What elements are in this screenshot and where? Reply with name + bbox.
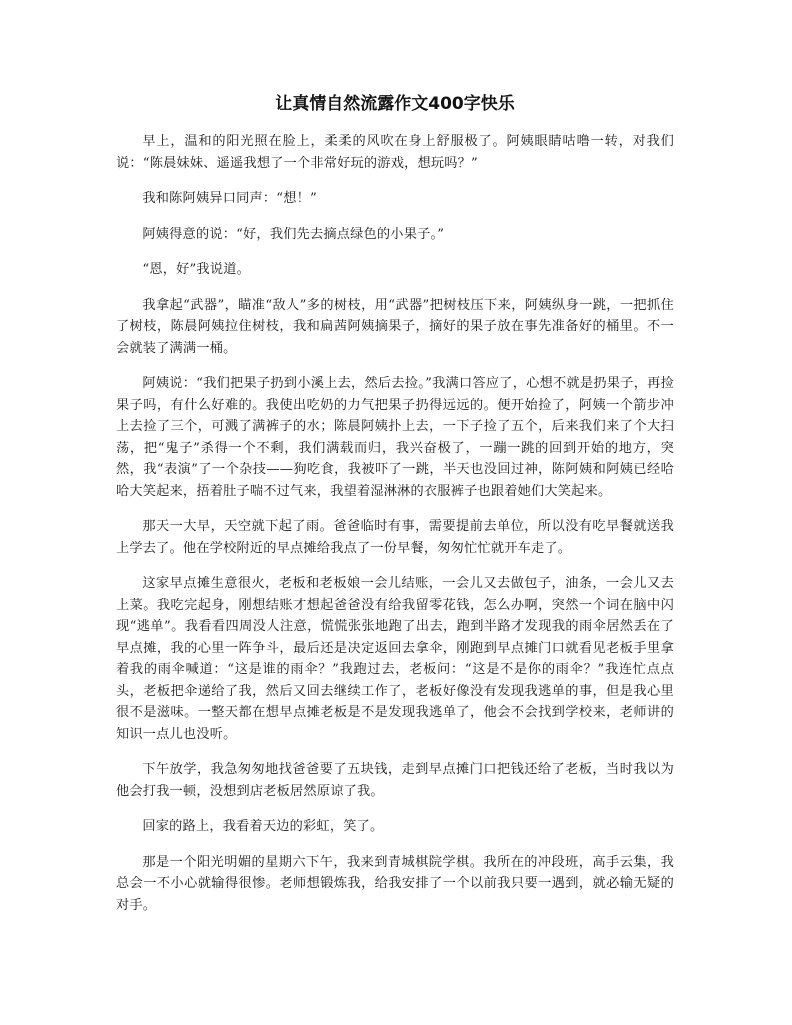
document-title: 让真情自然流露作文400字快乐 (275, 94, 515, 114)
paragraph-10: 回家的路上，我看着天边的彩虹，笑了。 (142, 819, 384, 834)
paragraph-5: 我拿起“武器”，瞄准“敌人”多的树枝，用“武器”把树枝压下来，阿姨纵身一跳，一把抓住了树枝，陈晨阿姨拉住树枝，我和扁茜阿姨摘果子，摘好的果子放在事先准备好的桶里。不一会就装了满满一桶。 (116, 297, 674, 356)
paragraph-4: “恩，好”我说道。 (142, 262, 250, 277)
paragraph-7: 那天一大早，天空就下起了雨。爸爸临时有事，需要提前去单位，所以没有吃早餐就送我上学去了。他在学校附近的早点摊给我点了一份早餐，匆匆忙忙就开车走了。 (116, 519, 674, 556)
paragraph-3: 阿姨得意的说：“好，我们先去摘点绿色的小果子。” (142, 226, 445, 242)
document-page (116, 92, 674, 930)
paragraph-8: 这家早点摊生意很火，老板和老板娘一会儿结账，一会儿又去做包子，油条，一会儿又去上菜。我吃完起身，刚想结账才想起爸爸没有给我留零花钱，怎么办啊，突然一个词在脑中闪现“逃单”。我看看四周没人注意，慌慌张张地跑了出去，跑到半路才发现我的雨伞居然丢在了早点摊，我的心里一阵争斗，最后还是决定返回去拿伞，刚跑到早点摊门口就看见老板手里拿着我的雨伞喊道：“这是谁的雨伞？”我跑过去，老板问：“这是不是你的雨伞？”我连忙点点头，老板把伞递给了我，然后又回去继续工作了，老板好像没有发现我逃单的事，但是我心里很不是滋味。一整天都在想早点摊老板是不是发现我逃单了，他会不会找到学校来，老师讲的知识一点儿也没听。 (116, 576, 674, 742)
paragraph-9: 下午放学，我急匆匆地找爸爸要了五块钱，走到早点摊门口把钱还给了老板，当时我以为他会打我一顿，没想到店老板居然原谅了我。 (116, 762, 674, 799)
paragraph-1: 早上，温和的阳光照在脸上，柔柔的风吹在身上舒服极了。阿姨眼睛咕噜一转，对我们说：“陈晨妹妹、遥遥我想了一个非常好玩的游戏，想玩吗？” (116, 134, 674, 171)
paragraph-6: 阿姨说：“我们把果子扔到小溪上去，然后去捡。”我满口答应了，心想不就是扔果子，再捡果子吗，有什么好难的。我使出吃奶的力气把果子扔得远远的。便开始捡了，阿姨一个箭步冲上去捡了三个，可溅了满裤子的水；陈晨阿姨扑上去，一下子捡了五个，后来我们来了个大扫荡，把“鬼子”杀得一个不剩，我们满载而归，我兴奋极了，一蹦一跳的回到开始的地方，突然，我“表演”了一个杂技——狗吃食，我被吓了一跳，半天也没回过神，陈阿姨和阿姨已经哈哈大笑起来，捂着肚子喘不过气来，我望着湿淋淋的衣服裤子也跟着她们大笑起来。 (116, 376, 674, 499)
paragraph-2: 我和陈阿姨异口同声：“想！” (142, 191, 317, 206)
paragraph-11: 那是一个阳光明媚的星期六下午，我来到青城棋院学棋。我所在的冲段班，高手云集，我总会一不小心就输得很惨。老师想锻炼我，给我安排了一个以前我只要一遇到，就必输无疑的对手。 (116, 854, 674, 913)
